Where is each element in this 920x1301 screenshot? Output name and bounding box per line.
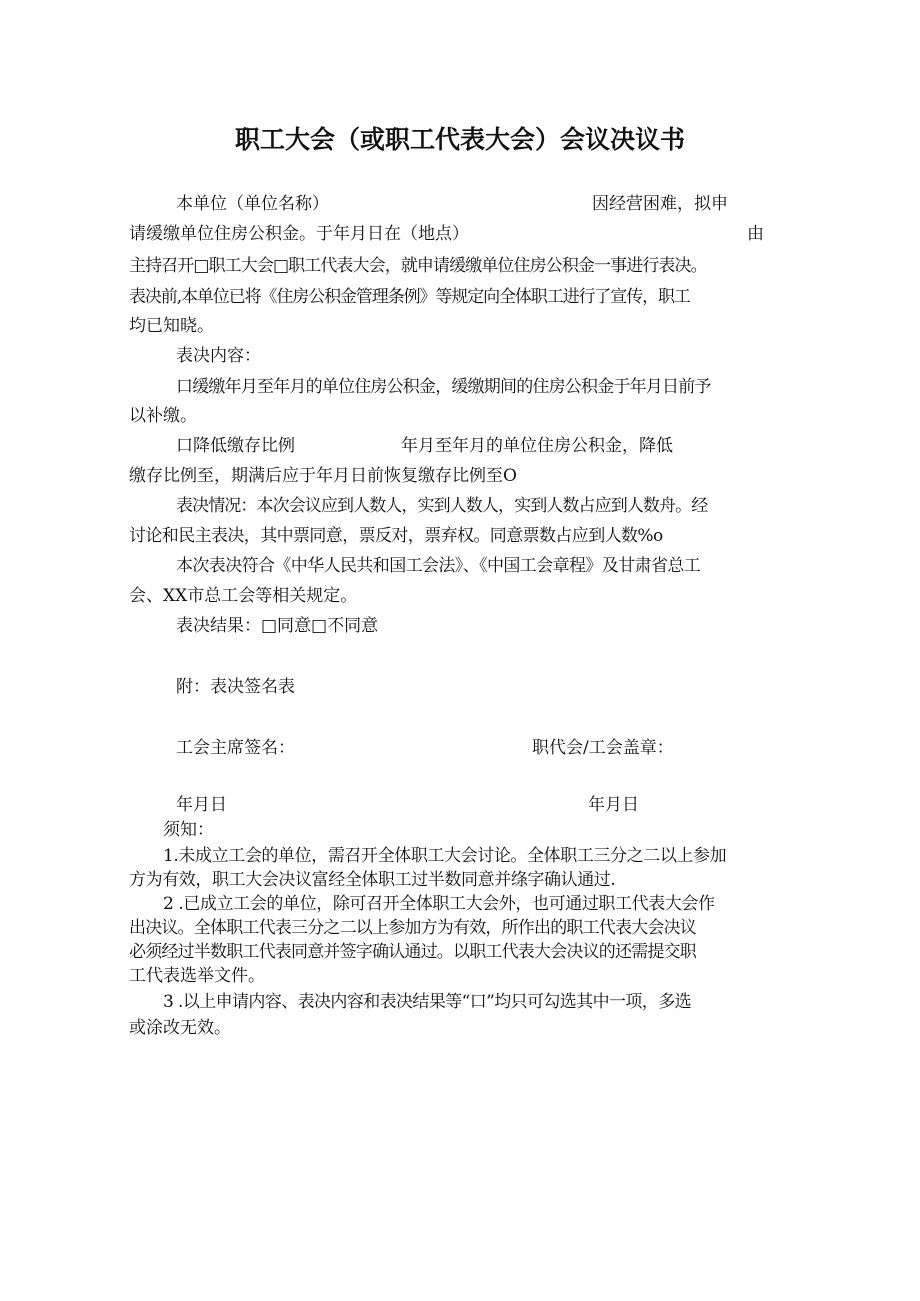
promotion-line-1: 表决前,本单位已将《住房公积金管理条例》等规定向全体职工进行了宣传，职工 xyxy=(129,287,690,307)
note-3-line-1: 3 .以上申请内容、表决内容和表决结果等“口”均只可勾选其中一项，多选 xyxy=(163,992,692,1012)
date-left: 年月日 xyxy=(176,795,227,815)
notes-heading: 须知： xyxy=(163,820,214,840)
host-line: 主持召开□职工大会□职工代表大会，就申请缓缴单位住房公积金一事进行表决。 xyxy=(129,256,707,276)
option-reduce-label: 口降低缴存比例 xyxy=(176,436,295,456)
note-1-line-1: 1.未成立工会的单位，需召开全体职工大会讨论。全体职工三分之二以上参加 xyxy=(163,846,727,866)
host-by-text: 由 xyxy=(747,224,764,244)
promotion-line-2: 均已知晓。 xyxy=(129,316,214,336)
seal-label: 职代会/工会盖章： xyxy=(532,738,674,758)
note-2-line-3: 必须经过半数职工代表同意并签字确认通过。以职工代表大会决议的还需提交职 xyxy=(129,942,696,962)
date-right: 年月日 xyxy=(588,795,639,815)
reason-text: 因经营困难，拟申 xyxy=(592,194,728,214)
note-2-line-1: 2 .已成立工会的单位，除可召开全体职工大会外，也可通过职工代表大会作 xyxy=(163,894,715,914)
option-defer-line-1: 口缓缴年月至年月的单位住房公积金，缓缴期间的住房公积金于年月日前予 xyxy=(176,377,711,397)
apply-line: 请缓缴单位住房公积金。于年月日在（地点） xyxy=(129,224,469,244)
option-defer-line-2: 以补缴。 xyxy=(129,406,197,426)
vote-content-label: 表决内容： xyxy=(176,346,261,366)
note-2-line-4: 工代表选举文件。 xyxy=(129,966,265,986)
vote-situation-line-1: 表决情况：本次会议应到人数人，实到人数人，实到人数占应到人数舟。经 xyxy=(176,496,708,516)
vote-result: 表决结果：□同意□不同意 xyxy=(176,616,379,636)
vote-situation-line-2: 讨论和民主表决，其中票同意，票反对，票弃权。同意票数占应到人数%o xyxy=(129,526,663,546)
note-1-line-2: 方为有效，职工大会决议富经全体职工过半数同意并绦字确认通过. xyxy=(129,870,616,890)
option-reduce-line-2: 缴存比例至，期满后应于年月日前恢复缴存比例至O xyxy=(129,466,517,486)
attachment-note: 附：表决签名表 xyxy=(176,677,295,697)
compliance-line-2: 会、XX市总工会等相关规定。 xyxy=(129,586,358,606)
option-reduce-period: 年月至年月的单位住房公积金，降低 xyxy=(401,436,673,456)
note-3-line-2: 或涂改无效。 xyxy=(129,1018,231,1038)
note-2-line-2: 出决议。全体职工代表三分之二以上参加方为有效，所作出的职工代表大会决议 xyxy=(129,918,696,938)
unit-name-label: 本单位（单位名称） xyxy=(176,194,329,214)
compliance-line-1: 本次表决符合《中华人民共和国工会法》、《中国工会章程》及甘肃省总工 xyxy=(176,556,701,576)
document-title: 职工大会（或职工代表大会）会议决议书 xyxy=(234,125,685,154)
chair-signature-label: 工会主席签名： xyxy=(176,738,295,758)
